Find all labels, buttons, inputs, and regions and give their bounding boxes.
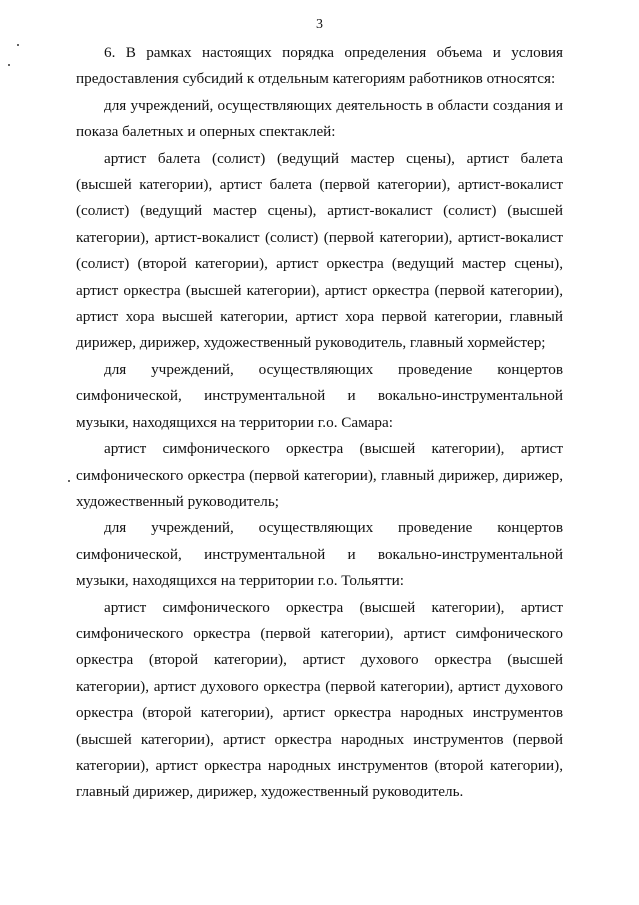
paragraph-tolyatti-positions: артист симфонического оркестра (высшей категории), артист симфонического оркестра (первой категории), артист симфонического оркестра (второй категории), артист духового оркестра (высшей категории), артист духового оркестра (первой категории), артист духового оркестра (второй категории), артист оркестра народных инструментов (высшей категории), артист оркестра народных инструментов (первой категории), артист оркестра народных инструментов (второй категории), главный дирижер, дирижер, художественный руководитель. bbox=[76, 598, 563, 801]
paragraph-samara-institutions: для учреждений, осуществляющих проведение концертов симфонической, инструментальной и вокально-инструментальной музыки, находящихся на территории г.о. Самара: bbox=[76, 360, 563, 431]
scan-speck bbox=[8, 64, 10, 66]
scan-speck bbox=[68, 480, 70, 482]
document-body bbox=[76, 40, 563, 806]
paragraph-ballet-opera-institutions: для учреждений, осуществляющих деятельность в области создания и показа балетных и оперных спектаклей: bbox=[76, 96, 563, 141]
paragraph-clause-6: 6. В рамках настоящих порядка определения объема и условия предоставления субсидий к отдельным категориям работников относятся: bbox=[76, 44, 563, 88]
paragraph-tolyatti-institutions: для учреждений, осуществляющих проведение концертов симфонической, инструментальной и вокально-инструментальной музыки, находящихся на территории г.о. Тольятти: bbox=[76, 519, 563, 590]
paragraph-samara-positions: артист симфонического оркестра (высшей категории), артист симфонического оркестра (первой категории), главный дирижер, дирижер, художественный руководитель; bbox=[76, 440, 563, 510]
paragraph-ballet-opera-positions: артист балета (солист) (ведущий мастер сцены), артист балета (высшей категории), артист балета (первой категории), артист-вокалист (солист) (ведущий мастер сцены), артист-вокалист (солист) (высшей категории), артист-вокалист (солист) (первой категории), артист-вокалист (солист) (второй категории), артист оркестра (ведущий мастер сцены), артист оркестра (высшей категории), артист оркестра (первой категории), артист хора высшей категории, артист хора первой категории, главный дирижер, дирижер, художественный руководитель, главный хормейстер; bbox=[76, 149, 563, 352]
scan-speck bbox=[17, 44, 19, 46]
page-number: 3 bbox=[316, 17, 323, 32]
